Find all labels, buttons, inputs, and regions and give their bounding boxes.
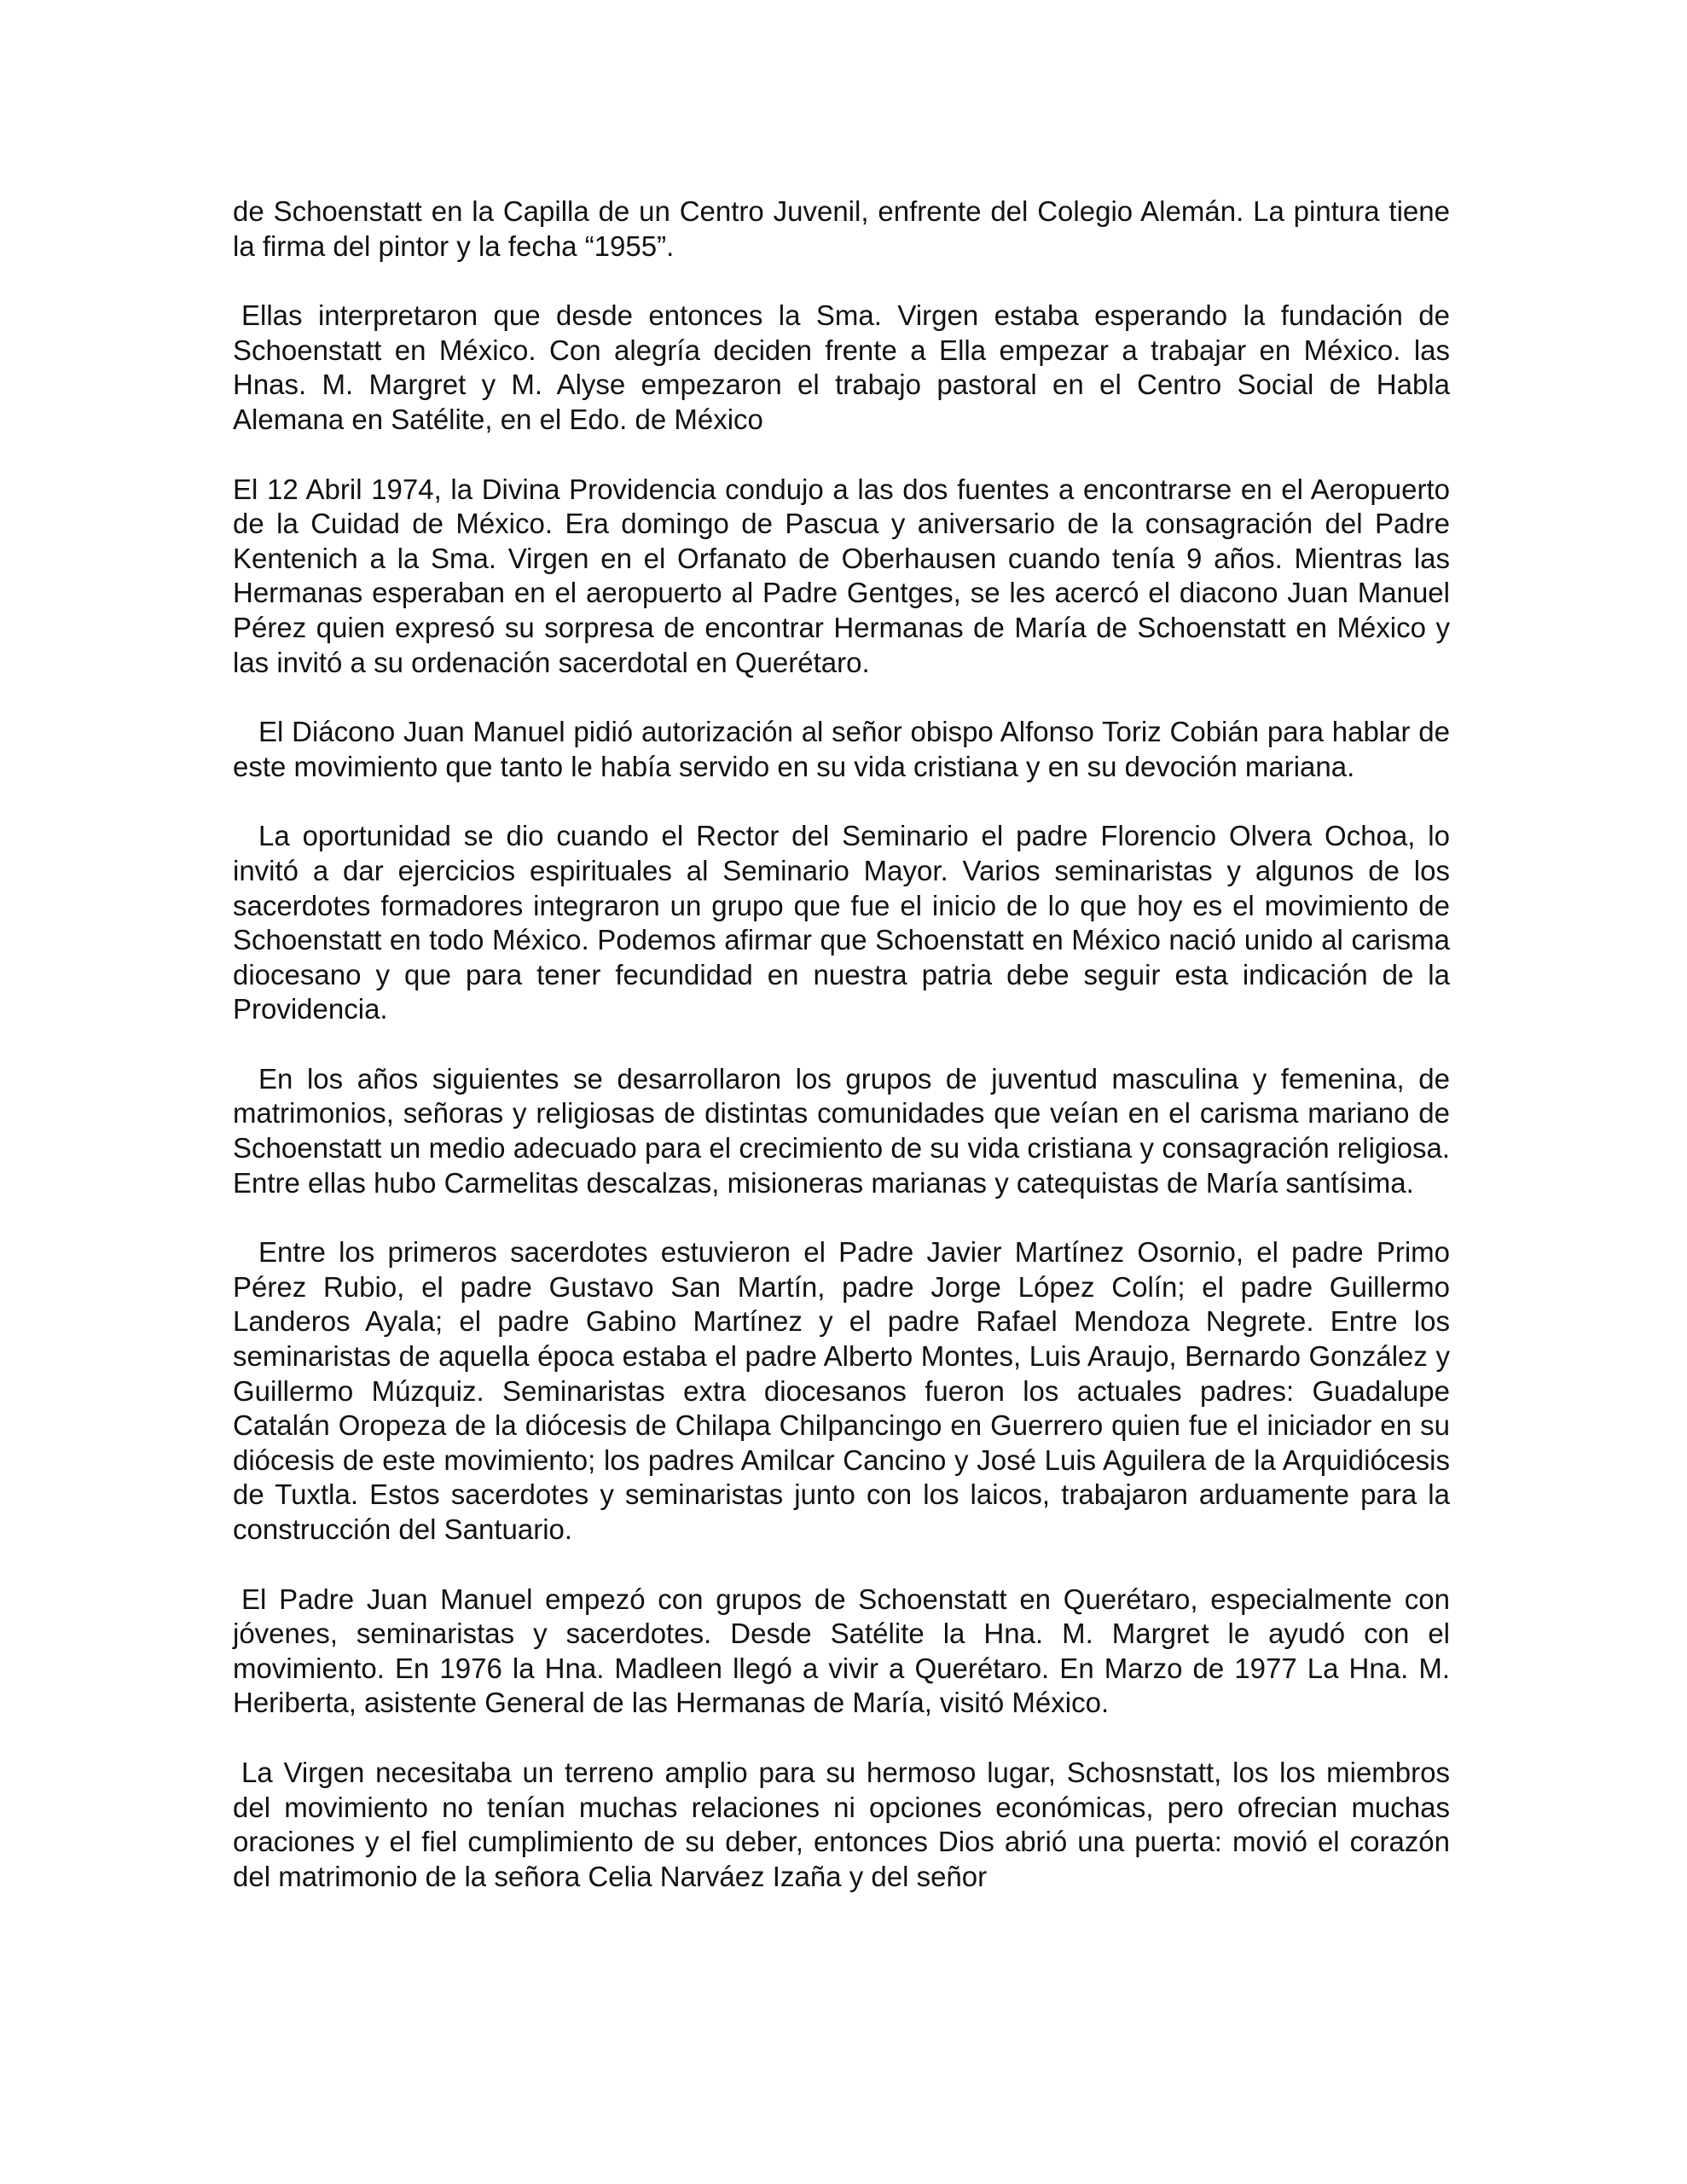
- body-text: [233, 195, 1450, 1929]
- paragraph-8: El Padre Juan Manuel empezó con grupos de Schoenstatt en Querétaro, especialmente con jóvenes, seminaristas y sacerdotes. Desde Satélite la Hna. M. Margret le ayudó con el movimiento. En 1976 la Hna. Madleen llegó a vivir a Querétaro. En Marzo de 1977 La Hna. M. Heriberta, asistente General de las Hermanas de María, visitó México.: [233, 1583, 1450, 1719]
- paragraph-5: La oportunidad se dio cuando el Rector del Seminario el padre Florencio Olvera Ochoa, lo invitó a dar ejercicios espirituales al Seminario Mayor. Varios seminaristas y algunos de los sacerdotes formadores integraron un grupo que fue el inicio de lo que hoy es el movimiento de Schoenstatt en todo México. Podemos afirmar que Schoenstatt en México nació unido al carisma diocesano y que para tener fecundidad en nuestra patria debe seguir esta indicación de la Providencia.: [233, 820, 1450, 1025]
- paragraph-7: Entre los primeros sacerdotes estuvieron el Padre Javier Martínez Osornio, el padre Primo Pérez Rubio, el padre Gustavo San Martín, padre Jorge López Colín; el padre Guillermo Landeros Ayala; el padre Gabino Martínez y el padre Rafael Mendoza Negrete. Entre los seminaristas de aquella época estaba el padre Alberto Montes, Luis Araujo, Bernardo González y Guillermo Múzquiz. Seminaristas extra diocesanos fueron los actuales padres: Guadalupe Catalán Oropeza de la diócesis de Chilapa Chilpancingo en Guerrero quien fue el iniciador en su diócesis de este movimiento; los padres Amilcar Cancino y José Luis Aguilera de la Arquidiócesis de Tuxtla. Estos sacerdotes y seminaristas junto con los laicos, trabajaron arduamente para la construcción del Santuario.: [233, 1236, 1450, 1545]
- paragraph-1: de Schoenstatt en la Capilla de un Centro Juvenil, enfrente del Colegio Alemán. La pintura tiene la firma del pintor y la fecha “1955”.: [233, 195, 1450, 262]
- paragraph-9: La Virgen necesitaba un terreno amplio para su hermoso lugar, Schosnstatt, los los miembros del movimiento no tenían muchas relaciones ni opciones económicas, pero ofrecian muchas oraciones y el fiel cumplimiento de su deber, entonces Dios abrió una puerta: movió el corazón del matrimonio de la señora Celia Narváez Izaña y del señor: [233, 1756, 1450, 1892]
- paragraph-3: El 12 Abril 1974, la Divina Providencia condujo a las dos fuentes a encontrarse en el Aeropuerto de la Cuidad de México. Era domingo de Pascua y aniversario de la consagración del Padre Kentenich a la Sma. Virgen en el Orfanato de Oberhausen cuando tenía 9 años. Mientras las Hermanas esperaban en el aeropuerto al Padre Gentges, se les acercó el diacono Juan Manuel Pérez quien expresó su sorpresa de encontrar Hermanas de María de Schoenstatt en México y las invitó a su ordenación sacerdotal en Querétaro.: [233, 473, 1450, 678]
- paragraph-6: En los años siguientes se desarrollaron los grupos de juventud masculina y femenina, de matrimonios, señoras y religiosas de distintas comunidades que veían en el carisma mariano de Schoenstatt un medio adecuado para el crecimiento de su vida cristiana y consagración religiosa. Entre ellas hubo Carmelitas descalzas, misioneras marianas y catequistas de María santísima.: [233, 1062, 1450, 1199]
- paragraph-2: Ellas interpretaron que desde entonces la Sma. Virgen estaba esperando la fundación de Schoenstatt en México. Con alegría deciden frente a Ella empezar a trabajar en México. las Hnas. M. Margret y M. Alyse empezaron el trabajo pastoral en el Centro Social de Habla Alemana en Satélite, en el Edo. de México: [233, 299, 1450, 435]
- paragraph-4: El Diácono Juan Manuel pidió autorización al señor obispo Alfonso Toriz Cobián para hablar de este movimiento que tanto le había servido en su vida cristiana y en su devoción mariana.: [233, 716, 1450, 782]
